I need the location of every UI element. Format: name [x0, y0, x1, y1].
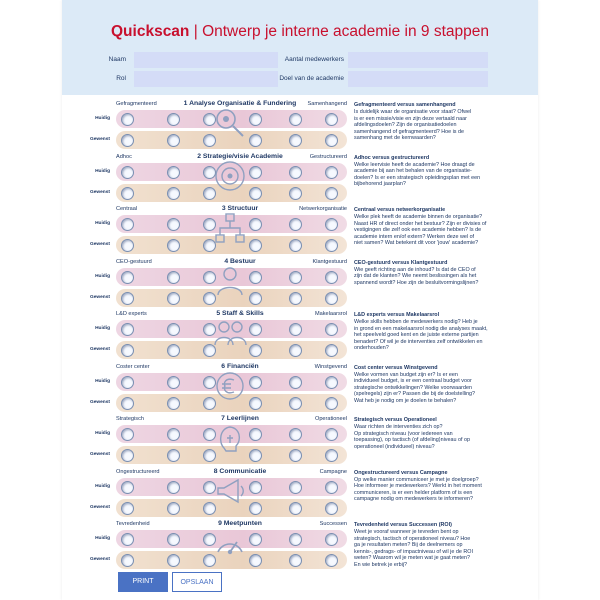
current-radio-4[interactable]	[249, 481, 262, 494]
scale-left-label: CEO-gestuurd	[116, 258, 152, 265]
scale-left-label: Strategisch	[116, 416, 144, 422]
description-text: Is duidelijk waar de organisatie voor staat? Ofwel is er een missie/visie en zijn deze vertaald naar afdelingsdoelen? Zijn de organisatiedoelen samenhangend of gefragmenteerd? Hoe is de samenhang met de kernwaarden?	[354, 109, 472, 142]
current-radio-4[interactable]	[249, 218, 262, 231]
current-row-label: Huidig	[95, 221, 110, 226]
description-title: Strategisch versus Operationeel	[354, 417, 437, 423]
current-radio-6[interactable]	[325, 218, 338, 231]
current-row-label: Huidig	[95, 483, 110, 489]
current-radio-4[interactable]	[249, 113, 262, 126]
desired-radio-5[interactable]	[289, 292, 302, 305]
desired-radio-1[interactable]	[121, 134, 134, 147]
desired-radio-4[interactable]	[249, 134, 262, 147]
desired-radio-4[interactable]	[249, 292, 262, 305]
section-title: 4 Bestuur	[224, 257, 256, 265]
description-title: Gefragmenteerd versus samenhangend	[354, 102, 456, 108]
description-title: CEO-gestuurd versus Klantgestuurd	[354, 259, 448, 266]
current-radio-4[interactable]	[249, 533, 262, 546]
desired-radio-2[interactable]	[167, 239, 180, 252]
desired-radio-4[interactable]	[249, 397, 262, 410]
scale-right-label: Klantgestuurd	[312, 258, 347, 265]
scale-left-label: Tevredenheid	[116, 521, 150, 527]
description-text: Waar richten de interventies zich op? Op strategisch niveau (voor iedereen van toepassing), op tactisch (of afdeling)niveau of op operationeel (individueel) niveau?	[354, 424, 470, 450]
current-radio-1[interactable]	[121, 376, 134, 389]
desired-radio-1[interactable]	[121, 449, 134, 462]
section-3	[62, 205, 538, 265]
current-radio-5[interactable]	[289, 271, 302, 284]
section-7	[62, 415, 538, 475]
aantal-medewerkers-label: Aantal medewerkers	[284, 56, 344, 63]
section-title: 2 Strategie/visie Academie	[197, 152, 283, 160]
header-band	[62, 0, 538, 95]
desired-radio-4[interactable]	[249, 187, 262, 200]
structure-icon	[212, 210, 248, 246]
scale-right-label: Operationeel	[314, 416, 347, 422]
desired-radio-4[interactable]	[249, 502, 262, 515]
desired-radio-1[interactable]	[121, 344, 134, 357]
desired-radio-5[interactable]	[289, 554, 302, 567]
doel-academie-label: Doel van de academie	[279, 75, 344, 82]
description-title: Centraal versus netwerkorganisatie	[354, 207, 446, 213]
desired-radio-2[interactable]	[167, 397, 180, 410]
desired-radio-4[interactable]	[249, 449, 262, 462]
current-radio-4[interactable]	[249, 271, 262, 284]
page-title	[62, 23, 538, 41]
desired-radio-6[interactable]	[325, 292, 338, 305]
desired-radio-6[interactable]	[325, 449, 338, 462]
current-radio-5[interactable]	[289, 113, 302, 126]
scale-left-label: Adhoc	[116, 153, 132, 160]
current-radio-5[interactable]	[289, 481, 302, 494]
current-radio-6[interactable]	[325, 481, 338, 494]
description-text: Welke vormen van budget zijn er? Is er een individueel budget, is er een centraal budget voor strategische ontwikkelingen? Welke voorwaarden (spelregels) zijn er? Passen die bij de doelstelling? Wat heb je nodig om je doelen te behalen?	[354, 371, 476, 404]
current-radio-2[interactable]	[167, 113, 180, 126]
section-2	[62, 153, 538, 213]
desired-radio-2[interactable]	[167, 502, 180, 515]
current-radio-1[interactable]	[121, 323, 134, 336]
current-radio-1[interactable]	[121, 166, 134, 179]
current-radio-1[interactable]	[121, 113, 134, 126]
finance-icon	[212, 368, 248, 404]
current-radio-5[interactable]	[289, 376, 302, 389]
current-radio-6[interactable]	[325, 533, 338, 546]
desired-radio-6[interactable]	[325, 344, 338, 357]
desired-row-label: Gewenst	[90, 504, 110, 510]
desired-radio-1[interactable]	[121, 502, 134, 515]
brand-title: Quickscan	[111, 23, 190, 40]
scale-left-label: Ongestructureerd	[116, 468, 160, 475]
desired-row-label: Gewenst	[90, 347, 110, 352]
current-row-label: Huidig	[95, 536, 110, 541]
scale-right-label: Successen	[319, 521, 347, 527]
scale-right-label: Makelaarsrol	[314, 311, 347, 317]
scale-left-label: Gefragmenteerd	[116, 101, 157, 107]
desired-radio-2[interactable]	[167, 554, 180, 567]
rol-input[interactable]	[134, 71, 278, 87]
desired-radio-1[interactable]	[121, 554, 134, 567]
desired-row-label: Gewenst	[90, 242, 110, 247]
current-radio-6[interactable]	[325, 271, 338, 284]
desired-radio-5[interactable]	[289, 449, 302, 462]
naam-input[interactable]	[134, 52, 278, 68]
desired-radio-2[interactable]	[167, 344, 180, 357]
section-8	[62, 468, 538, 528]
current-radio-5[interactable]	[289, 323, 302, 336]
desired-radio-6[interactable]	[325, 502, 338, 515]
current-radio-6[interactable]	[325, 428, 338, 441]
current-radio-2[interactable]	[167, 166, 180, 179]
current-row-label: Huidig	[95, 326, 110, 331]
desired-radio-2[interactable]	[167, 134, 180, 147]
title-separator: |	[193, 23, 198, 40]
desired-row-label: Gewenst	[90, 399, 110, 405]
desired-radio-4[interactable]	[249, 554, 262, 567]
title-subtitle: Ontwerp je interne academie in 9 stappen	[202, 23, 489, 40]
scale-left-label: Coster center	[116, 363, 150, 370]
desired-row-label: Gewenst	[90, 189, 110, 195]
current-radio-6[interactable]	[325, 323, 338, 336]
desired-radio-2[interactable]	[167, 187, 180, 200]
scale-right-label: Gestructureerd	[309, 153, 347, 160]
description-title: Ongestructureerd versus Campagne	[354, 469, 448, 476]
desired-radio-2[interactable]	[167, 292, 180, 305]
description-title: Tevredenheid versus Successen (ROI)	[354, 522, 452, 528]
section-title: 9 Meetpunten	[218, 520, 262, 527]
governance-icon	[212, 263, 248, 299]
section-title: 1 Analyse Organisatie & Fundering	[183, 100, 297, 107]
desired-row-label: Gewenst	[90, 557, 110, 562]
desired-radio-6[interactable]	[325, 187, 338, 200]
desired-radio-2[interactable]	[167, 449, 180, 462]
description-text: Weet je vooraf wanneer je tevreden bent op strategisch, tactisch of operationeel niveau? Hoe ga je resultaten meten? Bij de deelnemers op kennis-, gedrags- of impactniveau of wil je de ROI weten? Waarom wil je meten wat je gaat meten? En wie betrek je erbij?	[354, 529, 473, 568]
scale-right-label: Samenhangend	[307, 101, 347, 107]
section-5	[62, 310, 538, 370]
current-radio-5[interactable]	[289, 533, 302, 546]
scale-left-label: Centraal	[116, 206, 138, 212]
section-6	[62, 363, 538, 423]
desired-radio-6[interactable]	[325, 239, 338, 252]
description-text: Wie geeft richting aan de inhoud? Is dat de CEO of zijn dat de klanten? Wie neemt beslissingen als het spannend wordt? Hoe zijn de besluitvormingslijnen?	[354, 266, 479, 286]
desired-row-label: Gewenst	[90, 137, 110, 142]
description-text: Op welke manier communiceer je met je doelgroep? Hoe informeer je medewerkers? Werkt in het moment communiceren, is er een helder platform of is een campagne nodig om medewerkers te informeren?	[354, 476, 482, 503]
desired-radio-6[interactable]	[325, 554, 338, 567]
desired-radio-1[interactable]	[121, 397, 134, 410]
current-radio-5[interactable]	[289, 166, 302, 179]
desired-radio-4[interactable]	[249, 239, 262, 252]
current-row-label: Huidig	[95, 273, 110, 279]
current-radio-4[interactable]	[249, 428, 262, 441]
staff-skills-icon	[212, 315, 248, 351]
current-radio-1[interactable]	[121, 218, 134, 231]
desired-radio-1[interactable]	[121, 239, 134, 252]
desired-row-label: Gewenst	[90, 452, 110, 457]
description-text: Welke skills hebben de medewerkers nodig? Heb je in grond en een makelaarsrol nodig die analyses maakt, het speelveld goed kent en de juiste externe partijen benadert? Of wil je de interventies zelf ontwikkelen en onderhouden?	[354, 319, 488, 352]
description-title: L&D experts versus Makelaarsrol	[354, 312, 440, 318]
desired-radio-4[interactable]	[249, 344, 262, 357]
save-button[interactable]: OPSLAAN	[172, 572, 222, 592]
current-radio-2[interactable]	[167, 533, 180, 546]
desired-radio-1[interactable]	[121, 292, 134, 305]
desired-radio-1[interactable]	[121, 187, 134, 200]
section-4	[62, 258, 538, 318]
scale-left-label: L&D experts	[116, 311, 147, 317]
section-title: 6 Financiën	[221, 362, 259, 370]
current-radio-2[interactable]	[167, 428, 180, 441]
desired-radio-6[interactable]	[325, 134, 338, 147]
communication-icon	[212, 473, 248, 509]
section-title: 8 Communicatie	[213, 467, 267, 475]
current-radio-5[interactable]	[289, 218, 302, 231]
desired-row-label: Gewenst	[90, 294, 110, 300]
description-title: Adhoc versus gestructureerd	[354, 154, 430, 161]
desired-radio-5[interactable]	[289, 187, 302, 200]
analysis-icon	[212, 105, 248, 141]
current-radio-5[interactable]	[289, 428, 302, 441]
current-radio-4[interactable]	[249, 323, 262, 336]
doel-academie-input[interactable]	[348, 71, 488, 87]
strategy-icon	[212, 158, 248, 194]
current-row-label: Huidig	[95, 168, 110, 174]
desired-radio-5[interactable]	[289, 344, 302, 357]
current-radio-2[interactable]	[167, 271, 180, 284]
section-1	[62, 100, 538, 160]
current-radio-2[interactable]	[167, 376, 180, 389]
current-radio-1[interactable]	[121, 533, 134, 546]
scale-right-label: Winstgevend	[314, 363, 347, 370]
scale-right-label: Campagne	[319, 468, 347, 475]
learning-lines-icon	[212, 420, 248, 456]
current-radio-4[interactable]	[249, 166, 262, 179]
section-title: 7 Leerlijnen	[221, 415, 259, 422]
current-radio-6[interactable]	[325, 113, 338, 126]
current-radio-6[interactable]	[325, 166, 338, 179]
current-row-label: Huidig	[95, 378, 110, 384]
section-title: 3 Structuur	[221, 205, 259, 212]
measurement-icon	[212, 525, 248, 561]
section-9	[62, 520, 538, 580]
current-row-label: Huidig	[95, 431, 110, 436]
current-radio-1[interactable]	[121, 481, 134, 494]
section-title: 5 Staff & Skills	[216, 310, 264, 317]
naam-label: Naam	[108, 56, 126, 63]
aantal-medewerkers-input[interactable]	[348, 52, 488, 68]
desired-radio-5[interactable]	[289, 502, 302, 515]
quickscan-page	[62, 0, 538, 600]
current-radio-1[interactable]	[121, 271, 134, 284]
current-radio-2[interactable]	[167, 323, 180, 336]
scale-right-label: Netwerkorganisatie	[299, 206, 347, 212]
desired-radio-5[interactable]	[289, 397, 302, 410]
description-text: Welke plek heeft de academie binnen de organisatie? Naast HR of direct onder het bestuur? Zijn er divisies of vestigingen die zelf ook een academie hebben? Is de academie intern en/of extern? Werken deze wel of niet samen? Wat betekent dit voor 'jouw' academie?	[354, 214, 487, 247]
current-radio-2[interactable]	[167, 481, 180, 494]
desired-radio-5[interactable]	[289, 239, 302, 252]
print-button[interactable]: PRINT	[118, 572, 168, 592]
desired-radio-6[interactable]	[325, 397, 338, 410]
desired-radio-5[interactable]	[289, 134, 302, 147]
description-text: Welke leervisie heeft de academie? Hoe draagt de academie bij aan het behalen van de organisatie- doelen? Is er een strategisch opleidingsplan met een bijbehorend jaarplan?	[354, 161, 481, 188]
current-row-label: Huidig	[95, 116, 110, 121]
current-radio-6[interactable]	[325, 376, 338, 389]
current-radio-2[interactable]	[167, 218, 180, 231]
current-radio-4[interactable]	[249, 376, 262, 389]
description-title: Cost center versus Winstgevend	[354, 364, 438, 371]
rol-label: Rol	[116, 75, 126, 82]
current-radio-1[interactable]	[121, 428, 134, 441]
